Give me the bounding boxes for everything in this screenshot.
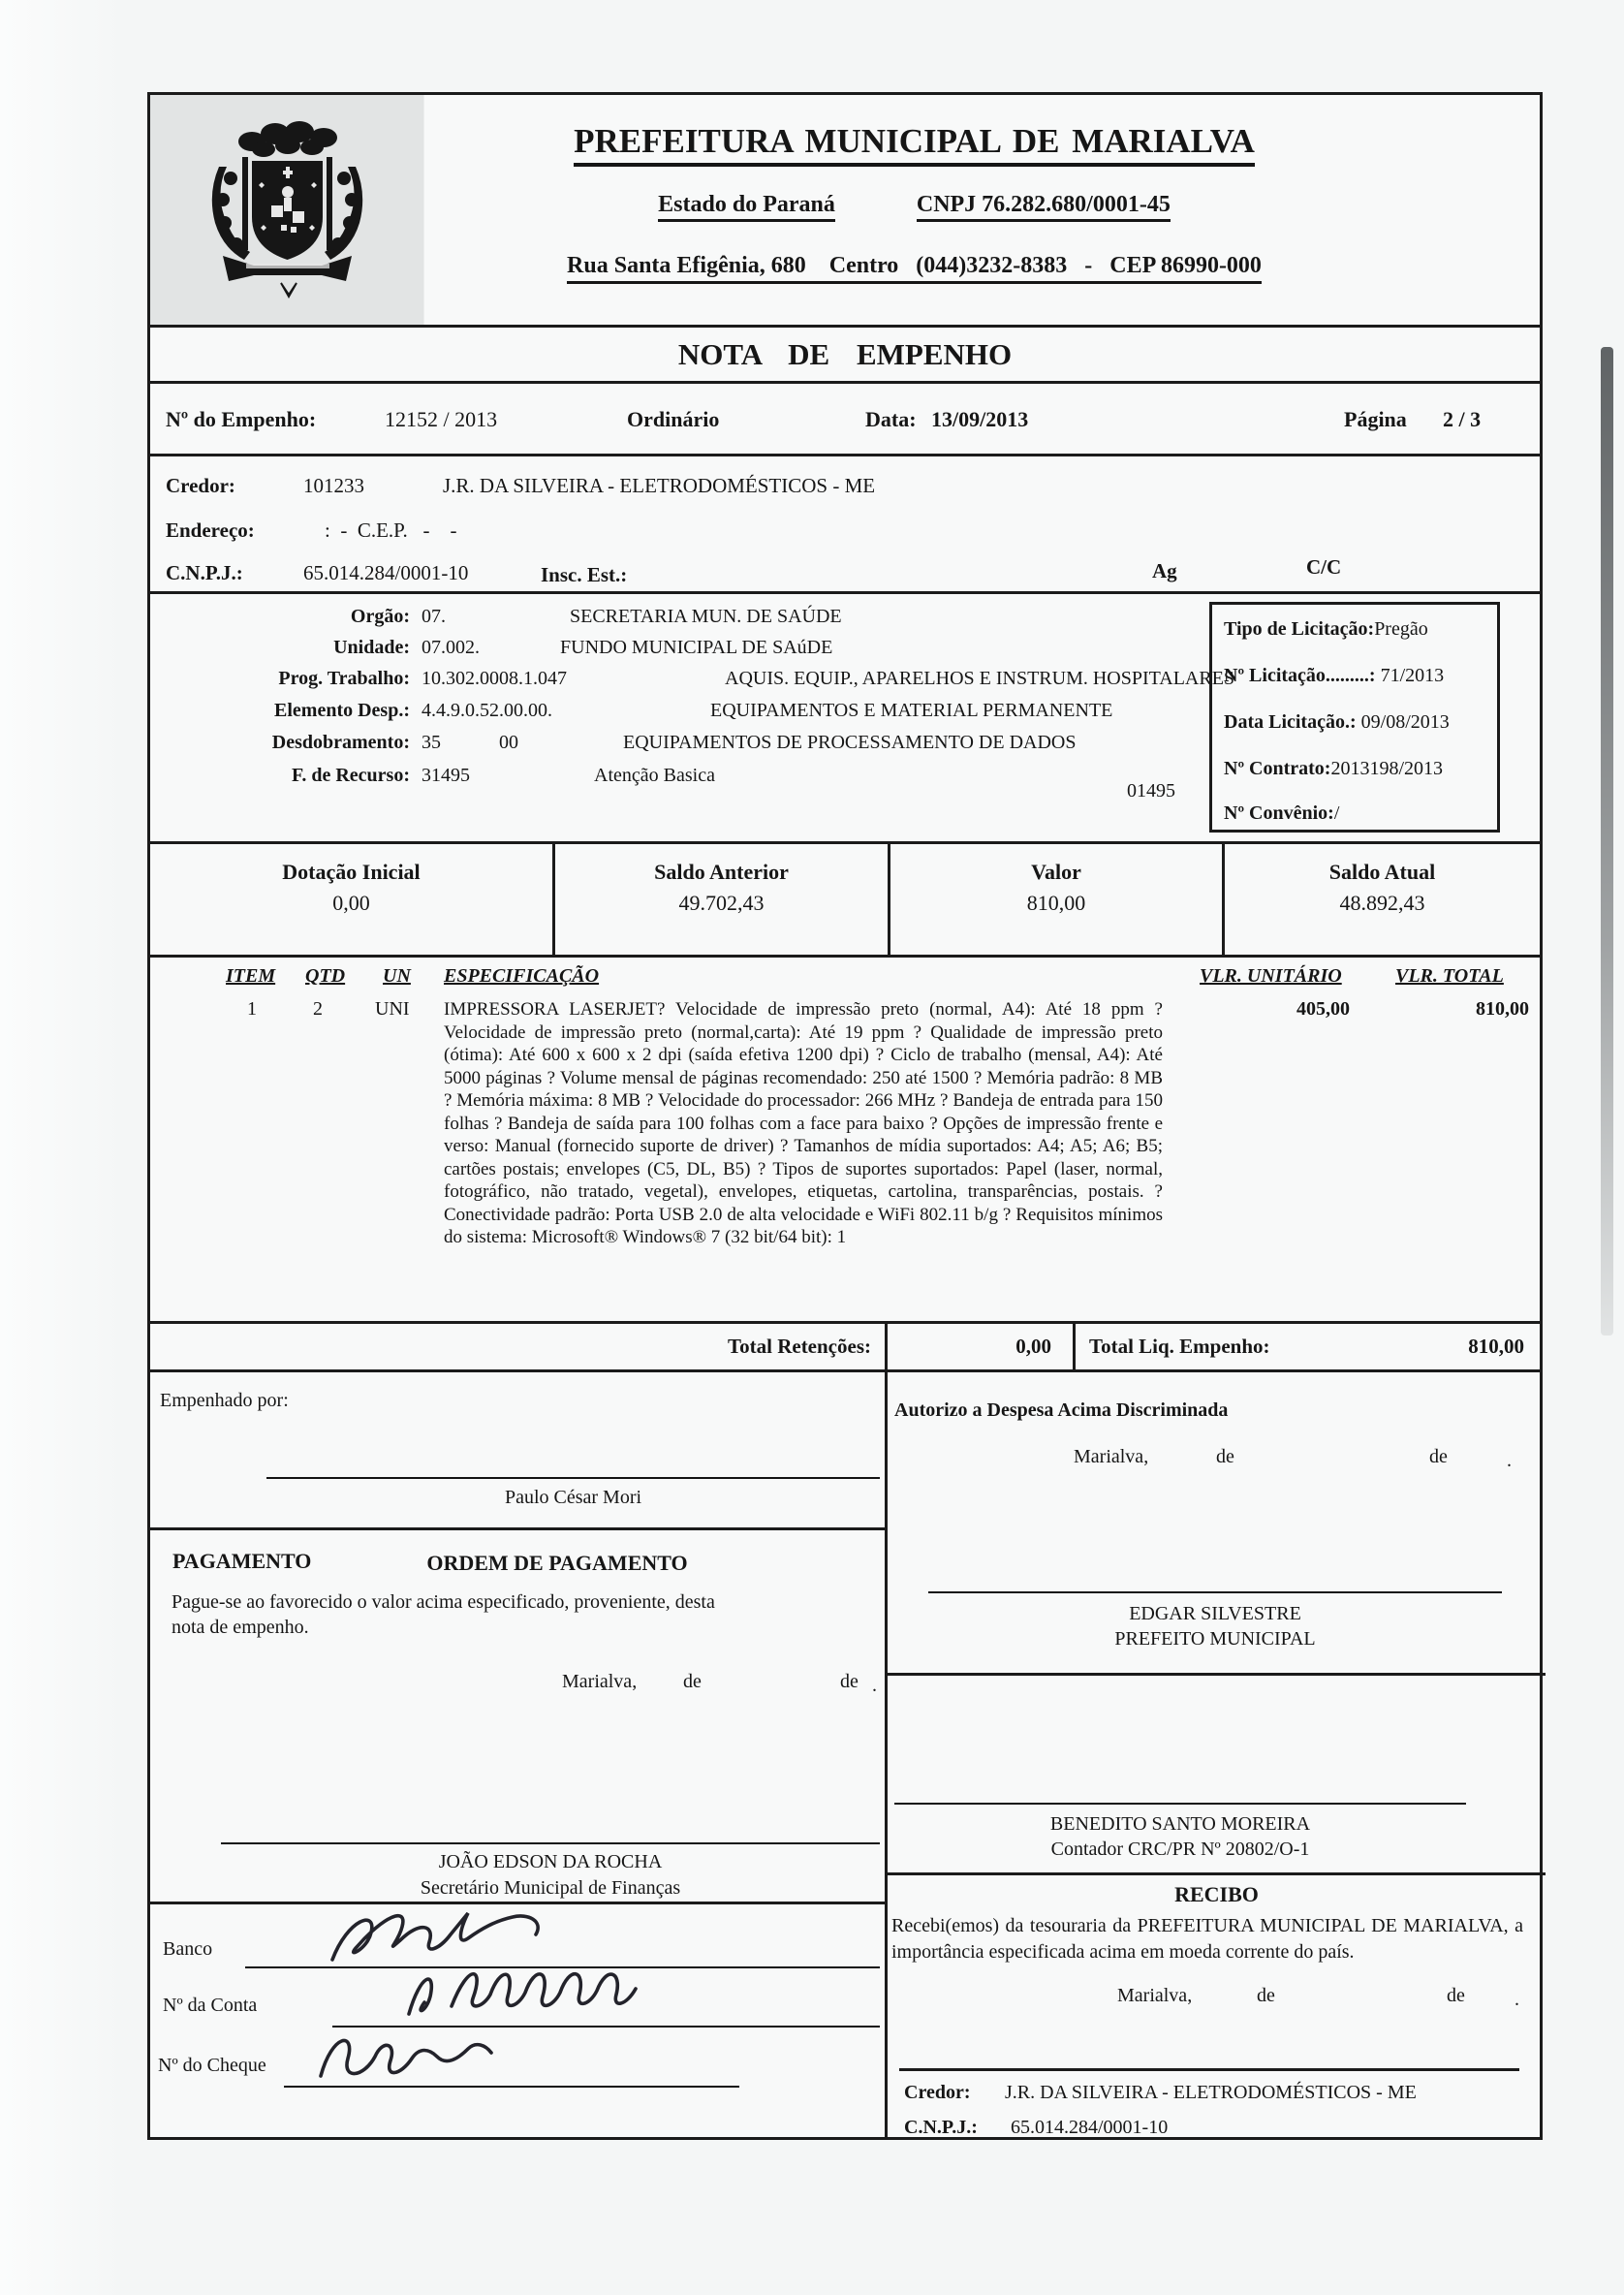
creditor-box [150, 454, 1540, 591]
item-column-header: ITEM [226, 965, 276, 987]
prog-trabalho-label: Prog. Trabalho: [278, 668, 410, 689]
secretario-signature-line [221, 1842, 880, 1844]
totals-row [150, 1321, 1540, 1369]
data-licitacao-label: Data Licitação.: [1224, 711, 1357, 733]
numero-licitacao-value: 71/2013 [1375, 665, 1445, 686]
dateline-de1: de [1216, 1446, 1234, 1467]
valor-value: 810,00 [1026, 891, 1086, 915]
empenhado-signer-name: Paulo César Mori [504, 1487, 642, 1508]
dateline-de1: de [1257, 1985, 1275, 2006]
empenho-date-label: Data: [865, 407, 917, 431]
total-retencoes-value: 0,00 [1015, 1335, 1051, 1358]
prog-trabalho-code: 10.302.0008.1.047 [422, 668, 567, 689]
fonte-recurso-code: 31495 [422, 765, 470, 786]
desdobramento-desc: EQUIPAMENTOS DE PROCESSAMENTO DE DADOS [623, 732, 1077, 753]
dateline-de2: de [1447, 1985, 1465, 2006]
item-number: 1 [247, 998, 257, 1020]
autorizo-despesa-text: Autorizo a Despesa Acima Discriminada [894, 1399, 1229, 1421]
prog-trabalho-desc: AQUIS. EQUIP., APARELHOS E INSTRUM. HOSPITALARES [725, 668, 1235, 689]
dotacao-inicial-label: Dotação Inicial [282, 860, 421, 884]
recibo-title: RECIBO [1174, 1882, 1259, 1906]
vlr-total-column-header: VLR. TOTAL [1395, 965, 1504, 987]
document-title-row [150, 325, 1540, 381]
elemento-despesa-label: Elemento Desp.: [274, 700, 410, 721]
header-text-block [424, 95, 1540, 325]
numero-licitacao-label: Nº Licitação.........: [1224, 665, 1376, 686]
numero-contrato-label: Nº Contrato: [1224, 758, 1331, 779]
recibo-cnpj-value: 65.014.284/0001-10 [1011, 2117, 1169, 2138]
saldo-atual-label: Saldo Atual [1328, 860, 1436, 884]
numero-convenio-value: / [1333, 802, 1340, 824]
orgao-code: 07. [422, 606, 446, 627]
empenhado-signature-line [266, 1477, 880, 1479]
municipality-title: PREFEITURA MUNICIPAL DE MARIALVA [574, 122, 1255, 167]
account-label: C/C [1306, 555, 1342, 579]
numero-convenio-label: Nº Convênio: [1224, 802, 1334, 824]
creditor-cnpj-value: 65.014.284/0001-10 [303, 561, 469, 584]
empenho-number-value: 12152 / 2013 [385, 407, 498, 431]
valor-cell [890, 844, 1225, 955]
state-label: Estado do Paraná [658, 192, 835, 222]
unidade-code: 07.002. [422, 637, 480, 658]
dateline-city: Marialva, [1074, 1446, 1149, 1467]
nota-de-empenho-document [147, 92, 1543, 2140]
creditor-cnpj-label: C.N.P.J.: [166, 561, 243, 584]
desdobramento-label: Desdobramento: [271, 732, 410, 753]
secretario-name: JOÃO EDSON DA ROCHA [438, 1851, 663, 1872]
vlr-unitario-column-header: VLR. UNITÁRIO [1200, 965, 1342, 987]
logo-panel [150, 95, 424, 325]
page-number: 2 / 3 [1443, 407, 1482, 431]
tipo-licitacao-value: Pregão [1374, 618, 1428, 640]
creditor-label: Credor: [166, 474, 235, 497]
total-liq-label: Total Liq. Empenho: [1089, 1335, 1270, 1358]
especificacao-column-header: ESPECIFICAÇÃO [444, 965, 600, 987]
total-liq-cell [1076, 1324, 1540, 1369]
creditor-address-value: : - C.E.P. - - [325, 519, 457, 542]
prefeito-signature-line [928, 1591, 1502, 1593]
empenho-type: Ordinário [627, 407, 720, 431]
total-liq-value: 810,00 [1468, 1335, 1524, 1358]
agency-label: Ag [1152, 559, 1177, 582]
item-unit: UNI [375, 998, 410, 1020]
dotacao-inicial-cell [150, 844, 555, 955]
budget-classification-box [150, 591, 1540, 841]
saldo-anterior-value: 49.702,43 [678, 891, 765, 915]
saldo-atual-cell [1225, 844, 1540, 955]
recibo-section-divider [888, 1872, 1546, 1875]
elemento-despesa-desc: EQUIPAMENTOS E MATERIAL PERMANENTE [710, 700, 1113, 721]
saldo-anterior-cell [555, 844, 890, 955]
dateline-dot: . [1515, 1989, 1519, 2010]
elemento-despesa-code: 4.4.9.0.52.00.00. [422, 700, 552, 721]
creditor-name: J.R. DA SILVEIRA - ELETRODOMÉSTICOS - ME [443, 474, 876, 497]
conta-label: Nº da Conta [163, 1995, 258, 2016]
municipality-address: Rua Santa Efigênia, 680 Centro (044)3232-8383 - CEP 86990-000 [567, 253, 1262, 284]
state-registration-label: Insc. Est.: [541, 563, 628, 586]
municipal-crest-icon [188, 110, 387, 309]
fonte-recurso-extra-code: 01495 [1127, 780, 1175, 802]
total-retencoes-value-cell [888, 1324, 1076, 1369]
empenhado-por-label: Empenhado por: [160, 1390, 289, 1411]
prefeito-section-divider [888, 1673, 1546, 1676]
bidding-info-box [1209, 602, 1500, 833]
orgao-label: Orgão: [350, 606, 410, 627]
balances-row [150, 841, 1540, 955]
unidade-desc: FUNDO MUNICIPAL DE SAúDE [560, 637, 833, 658]
unidade-label: Unidade: [333, 637, 410, 658]
cheque-handwritten-signature [305, 2020, 615, 2093]
ordem-pagamento-title: ORDEM DE PAGAMENTO [426, 1551, 688, 1575]
contador-name: BENEDITO SANTO MOREIRA [1049, 1813, 1311, 1835]
prefeito-name: EDGAR SILVESTRE [1129, 1603, 1301, 1624]
qtd-column-header: QTD [305, 965, 346, 987]
empenho-number-label: Nº do Empenho: [166, 407, 317, 431]
recibo-credor-value: J.R. DA SILVEIRA - ELETRODOMÉSTICOS - ME [1005, 2082, 1417, 2103]
empenho-date-value: 13/09/2013 [931, 407, 1029, 431]
un-column-header: UN [383, 965, 411, 987]
desdobramento-code2: 00 [499, 732, 518, 753]
numero-contrato-value: 2013198/2013 [1330, 758, 1444, 779]
scan-edge-shadow [1601, 347, 1613, 1336]
fonte-recurso-label: F. de Recurso: [291, 765, 410, 786]
municipality-cnpj: CNPJ 76.282.680/0001-45 [917, 192, 1171, 222]
pagamento-section-divider [150, 1527, 885, 1530]
dotacao-inicial-value: 0,00 [332, 891, 370, 915]
recibo-credor-label: Credor: [904, 2082, 971, 2103]
recibo-credor-divider [899, 2068, 1519, 2071]
secretario-cargo: Secretário Municipal de Finanças [420, 1877, 681, 1899]
signatures-section [150, 1369, 1540, 2138]
recibo-text: Recebi(emos) da tesouraria da PREFEITURA MUNICIPAL DE MARIALVA, a importância especificada acima em moeda corrente do país. [891, 1915, 1523, 1963]
tipo-licitacao-label: Tipo de Licitação: [1224, 618, 1375, 640]
document-title: NOTA DE EMPENHO [677, 337, 1013, 371]
dateline-de1: de [683, 1671, 702, 1692]
creditor-address-label: Endereço: [166, 519, 255, 542]
contador-cargo: Contador CRC/PR Nº 20802/O-1 [1050, 1839, 1310, 1860]
recibo-cnpj-label: C.N.P.J.: [904, 2117, 978, 2138]
dateline-city: Marialva, [1117, 1985, 1193, 2006]
total-retencoes-label: Total Retenções: [728, 1335, 871, 1358]
item-description: IMPRESSORA LASERJET? Velocidade de impressão preto (normal, A4): Até 18 ppm ? Velocidade de impressão preto (normal,carta): Até 19 ppm ? Qualidade de impressão preto (ótima): Até 600 x 600 x 2 dpi (saída efetiva 1200 dpi) ? Ciclo de trabalho (mensal, A4): Até 5000 páginas ? Volume mensal de páginas recomendado: 250 até 1500 ? Memória padrão: 8 MB ? Memória máxima: 8 MB ? Velocidade do processador: 266 MHz ? Bandeja de entrada para 150 folhas ? Bandeja de saída para 100 folhas com a face para baixo ? Opções de impressão frente e verso: Manual (fornecido suporte de driver) ? Tamanhos de mídia suportados: A4; A5; A6; B5; cartões postais; envelopes (C5, DL, B5) ? Tipos de suportes suportados: Papel (laser, normal, fotográfico, não tratado, vegetal), envelopes, etiquetas, cartolina, transparências, postais. ? Conectividade padrão: Porta USB 2.0 de alta velocidade e WiFi 802.11 b/g ? Requisitos mínimos do sistema: Microsoft® Windows® 7 (32 bit/64 bit): 1 [444, 999, 1163, 1247]
empenho-number-row [150, 381, 1540, 454]
orgao-desc: SECRETARIA MUN. DE SAÚDE [570, 606, 842, 627]
banco-label: Banco [163, 1938, 213, 1960]
saldo-atual-value: 48.892,43 [1339, 891, 1425, 915]
dateline-dot: . [1507, 1450, 1512, 1471]
dateline-dot: . [872, 1675, 877, 1696]
desdobramento-code: 35 [422, 732, 441, 753]
creditor-code: 101233 [303, 474, 364, 497]
document-header [150, 95, 1540, 325]
dateline-de2: de [840, 1671, 859, 1692]
item-total-value: 810,00 [1476, 998, 1529, 1020]
dateline-city: Marialva, [562, 1671, 638, 1692]
ordem-pagamento-text: Pague-se ao favorecido o valor acima especificado, proveniente, desta nota de empenho. [172, 1591, 715, 1638]
valor-label: Valor [1031, 860, 1081, 884]
total-retencoes-cell [150, 1324, 888, 1369]
contador-signature-line [894, 1803, 1466, 1805]
data-licitacao-value: 09/08/2013 [1356, 711, 1450, 733]
prefeito-cargo: PREFEITO MUNICIPAL [1114, 1628, 1316, 1650]
items-table [150, 955, 1540, 1321]
fonte-recurso-desc: Atenção Basica [594, 765, 715, 786]
cheque-label: Nº do Cheque [158, 2055, 266, 2076]
saldo-anterior-label: Saldo Anterior [654, 860, 789, 884]
pagamento-title: PAGAMENTO [172, 1549, 312, 1573]
page-label: Página [1344, 407, 1407, 431]
column-divider [885, 1372, 888, 2138]
dateline-de2: de [1429, 1446, 1448, 1467]
item-unit-value: 405,00 [1296, 998, 1350, 1020]
item-quantity: 2 [313, 998, 323, 1020]
